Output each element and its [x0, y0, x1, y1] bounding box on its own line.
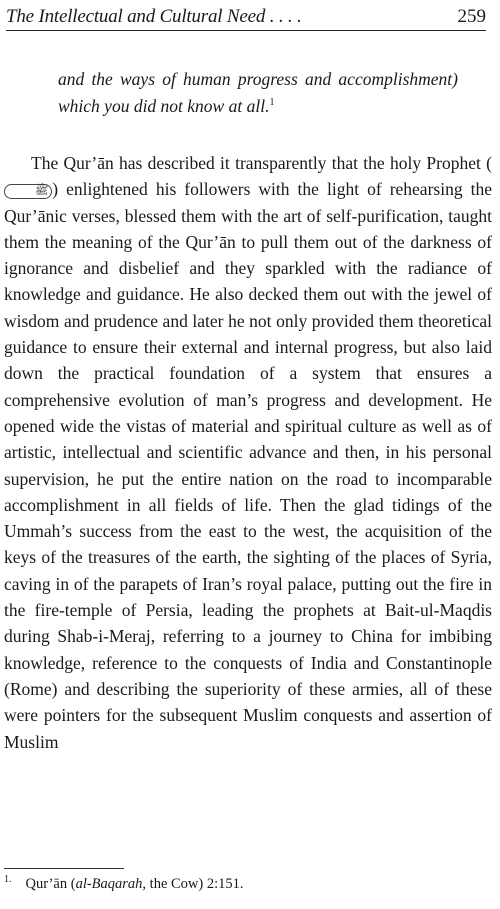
quote-text: and the ways of human progress and accomplishment) which you did not know at all. [58, 69, 458, 116]
running-head [6, 4, 486, 31]
paragraph-text-rest: ) enlightened his followers with the light of rehearsing the Qur’ānic verses, blessed them with the art of self-purification, taught them the meaning of the Qur’ān to pull them out of the darkness of ignorance and disbelief and they sparkled with the radiance of knowledge and guidance. He also decked them out with the jewel of wisdom and prudence and later he not only provided them theoretical guidance to ensure their external and internal progress, but also laid down the practical foundation of a system that ensures a comprehensive evolution of man’s progress and development. He opened wide the vistas of material and spiritual culture as well as of artistic, intellectual and scientific advance and then, in his personal supervision, he put the entire nation on the road to incomparable accomplishment in all fields of life. Then the glad tidings of the Ummah’s success from the east to the west, the acquisition of the keys of the treasures of the earth, the sighting of the places of Syria, caving in of the parapets of Iran’s royal palace, putting out the fire in the fire-temple of Persia, leading the prophets at Bait-ul-Maqdis during Shab-i-Meraj, referring to a journey to China for imbibing knowledge, reference to the conquests of India and Constantinople (Rome) and describing the superiority of these armies, all of these were pointers for the subsequent Muslim conquests and assertion of Muslim [4, 179, 492, 752]
running-title: The Intellectual and Cultural Need . . . . [6, 6, 302, 27]
footnote-number: 1. [4, 874, 12, 886]
footnote-text-after: the Cow) 2:151. [146, 876, 244, 892]
page-number: 259 [457, 6, 486, 27]
body-paragraph [4, 150, 492, 755]
footnote-italic: al-Baqarah, [75, 876, 147, 892]
paragraph-text-start: The Qur’ān has described it transparently that the holy Prophet ( [31, 153, 492, 173]
footnote-rule [4, 868, 124, 869]
footnote-text-before: Qur’ān ( [25, 876, 76, 892]
footnote [4, 874, 484, 894]
body-text [4, 150, 492, 755]
honorific-glyph: ﷺ [4, 184, 52, 199]
block-quote [58, 66, 458, 119]
quote-footnote-ref: 1 [269, 96, 275, 108]
